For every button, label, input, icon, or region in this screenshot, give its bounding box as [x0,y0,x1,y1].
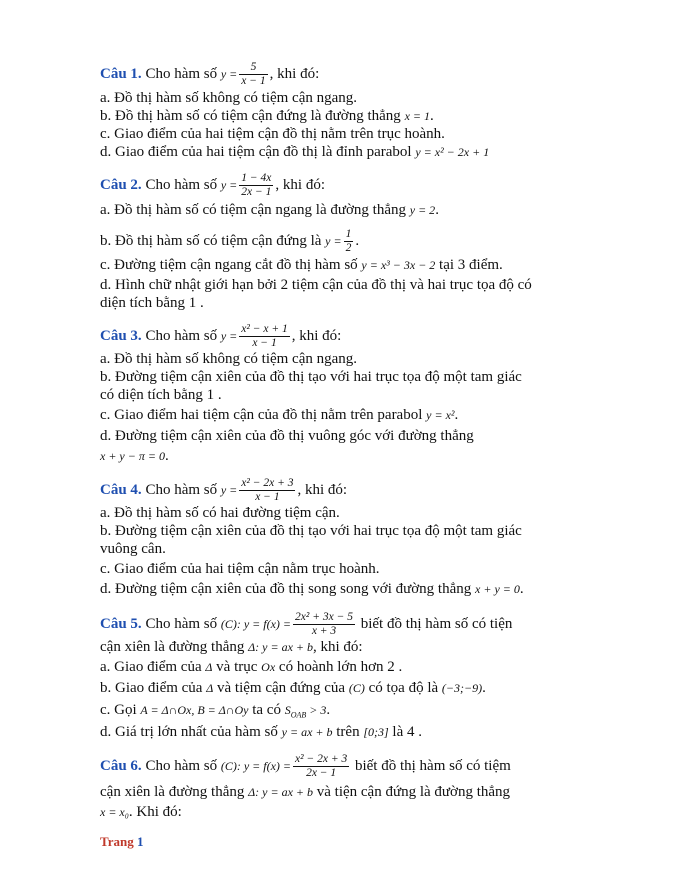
option-math: x + y = 0 [475,582,520,596]
stem-text: cận xiên là đường thẳng [100,784,245,800]
question-4-option-c: c. Giao điểm của hai tiệm cận nằm trục hoành. [100,561,380,577]
question-6-label: Câu 6. [100,757,142,774]
question-4-option-b-line-2: vuông cân. [100,541,166,557]
question-5-function-lhs: (C): y = f(x) = [220,616,292,631]
fraction-numerator: 2x² + 3x − 5 [295,611,353,623]
question-4-function-fraction [239,477,295,504]
option-math: y = 2 [409,203,436,217]
question-1-function-fraction [239,61,267,88]
question-1-option-d [100,143,489,161]
question-3-option-c: c. Giao điểm hai tiệm cận của đồ thị nằm trên parabol y = x². [100,407,459,423]
fraction-numerator: 1 [345,228,352,240]
question-2-option-a: a. Đồ thị hàm số có tiệm cận ngang là đường thẳng y = 2. [100,202,439,218]
question-5-tail: biết đồ thị hàm số có tiện [360,615,513,632]
question-5-line-2 [100,638,363,656]
fraction-denominator: 2x − 1 [241,186,272,198]
option-text: d. Đường tiệm cận xiên của đồ thị song song với đường thẳng [100,581,472,597]
option-math: y = ax + b [281,725,333,739]
page-footer [100,834,143,850]
question-2-intro: Cho hàm số [145,176,218,193]
question-6-function-lhs: (C): y = f(x) = [220,758,292,773]
question-6-stem [100,753,511,780]
question-4-function-lhs: y = [220,482,238,497]
question-2-function-lhs: y = [220,177,238,192]
stem-math: x = x₀ [100,805,129,819]
stem-math: Δ: y = ax + b [248,785,313,799]
question-4-tail: , khi đó: [297,481,348,498]
option-math: Ox [261,660,276,674]
fraction-numerator: x² − x + 1 [241,323,288,335]
question-3-option-d-line-2: x + y − π = 0. [100,448,169,464]
option-text: b. Đồ thị hàm số có tiệm cận đứng là đường thẳng [100,108,401,124]
question-5-option-a [100,658,402,676]
question-4-option-a: a. Đồ thị hàm số có hai đường tiệm cận. [100,505,340,521]
question-6-tail: biết đồ thị hàm số có tiệm [354,757,511,774]
question-3-stem [100,323,341,350]
question-6-line-3 [100,803,182,821]
stem-text: và tiện cận đứng là đường thẳng [316,784,511,800]
footer-label: Trang [100,834,134,849]
question-3-tail: , khi đó: [291,327,342,344]
option-math-fraction [344,228,354,255]
fraction-numerator: 5 [239,61,267,75]
question-3-option-a: a. Đồ thị hàm số không có tiệm cận ngang. [100,351,358,367]
fraction-denominator: x − 1 [241,75,266,87]
question-1-label: Câu 1. [100,65,142,82]
option-text: b. Đồ thị hàm số có tiệm cận đứng là [100,232,322,249]
option-text: và trục [216,659,258,675]
question-4-option-d: d. Đường tiệm cận xiên của đồ thị song song với đường thẳng x + y = 0. [100,581,524,597]
option-text: a. Giao điểm của [100,659,202,675]
option-text: c. Giao điểm hai tiệm cận của đồ thị nằm trên parabol [100,407,423,423]
question-1-intro: Cho hàm số [145,65,218,82]
question-6-intro: Cho hàm số [145,757,218,774]
option-text: a. Đồ thị hàm số có tiệm cận ngang là đường thẳng [100,202,406,218]
stem-text-tail: . Khi đó: [128,804,182,820]
option-text: có tọa độ là [368,680,439,696]
fraction-denominator: 2x − 1 [306,767,337,779]
question-6-line-2 [100,783,510,801]
footer-page-number: 1 [136,834,144,849]
option-math: y = x³ − 3x − 2 [361,258,436,272]
fraction-denominator: x − 1 [252,337,277,349]
question-5-function-fraction [293,611,355,638]
option-text: c. Gọi [100,702,137,718]
question-3-intro: Cho hàm số [145,327,218,344]
option-math: [0;3] [363,725,389,739]
question-3-option-b-line-2: có diện tích bằng 1 . [100,387,222,403]
question-3-function-fraction [239,323,289,350]
option-math: y = x² − 2x + 1 [415,145,490,159]
question-2-label: Câu 2. [100,176,142,193]
question-2-option-d-line-2: diện tích bằng 1 . [100,295,204,311]
option-math-lhs: y = [325,233,342,248]
option-text: và tiệm cận đứng của [217,680,346,696]
question-2-option-b: b. Đồ thị hàm số có tiệm cận đứng là y = $\frac{1}{2}$ . [100,228,360,254]
question-6-function-fraction [293,753,349,780]
fraction-numerator: x² − 2x + 3 [241,477,294,489]
option-math: A = Δ∩Ox, B = Δ∩Oy [140,703,249,717]
question-1-stem [100,61,319,88]
option-text-tail: tại 3 điểm. [439,257,503,273]
fraction-denominator: 2 [345,242,352,254]
question-4-option-b-line-1: b. Đường tiệm cận xiên của đồ thị tạo với hai trục tọa độ một tam giác [100,523,522,539]
area-subscript: OAB [290,710,307,720]
area-expression [284,703,327,720]
question-2-option-d-line-1: d. Hình chữ nhật giới hạn bởi 2 tiệm cận của đồ thị và hai trục tọa độ có [100,277,532,293]
option-math: (−3;−9) [441,681,483,695]
question-1-option-c: c. Giao điểm của hai tiệm cận đồ thị nằm trên trục hoành. [100,126,445,142]
question-5-intro: Cho hàm số [145,615,218,632]
question-5-option-d [100,723,422,741]
fraction-denominator: x − 1 [255,491,280,503]
question-2-function-fraction [239,172,273,199]
fraction-numerator: x² − 2x + 3 [295,753,348,765]
fraction-denominator: x + 3 [311,625,337,637]
question-1-option-b: b. Đồ thị hàm số có tiệm cận đứng là đường thẳng x = 1. [100,108,434,124]
question-2-option-c [100,256,503,274]
delta-symbol: Δ [206,681,214,695]
question-5-label: Câu 5. [100,615,142,632]
question-5-option-b: b. Giao điểm của Δ và tiệm cận đứng của (C) có tọa độ là (−3;−9). [100,680,486,696]
delta-symbol: Δ [205,660,213,674]
stem-text-tail: , khi đó: [313,639,363,655]
question-5-stem [100,611,512,638]
question-3-label: Câu 3. [100,327,142,344]
option-text: là 4 . [392,724,422,740]
question-5-option-c: c. Gọi A = Δ∩Ox, B = Δ∩Oy ta có $S_{OAB} > 3$. [100,702,331,720]
question-3-option-d-line-1: d. Đường tiệm cận xiên của đồ thị vuông góc với đường thẳng [100,428,474,444]
option-math: x = 1 [404,109,430,123]
area-symbol: S [284,703,291,717]
question-4-intro: Cho hàm số [145,481,218,498]
option-text: c. Đường tiệm cận ngang cắt đồ thị hàm số [100,257,358,273]
area-rhs: > 3 [309,703,327,717]
question-2-tail: , khi đó: [275,176,326,193]
question-3-option-b-line-1: b. Đường tiệm cận xiên của đồ thị tạo với hai trục tọa độ một tam giác [100,369,522,385]
fraction-numerator: 1 − 4x [241,172,272,184]
question-4-label: Câu 4. [100,481,142,498]
option-math: y = x² [426,408,455,422]
question-1-tail: , khi đó: [269,65,320,82]
question-2-stem [100,172,325,199]
option-math: (C) [348,681,365,695]
question-1-function-lhs: y = [220,66,238,81]
question-1-option-a: a. Đồ thị hàm số không có tiệm cận ngang. [100,90,358,106]
question-4-stem [100,477,347,504]
stem-math: Δ: y = ax + b [248,640,313,654]
option-text: d. Giá trị lớn nhất của hàm số [100,724,278,740]
question-3-function-lhs: y = [220,328,238,343]
option-text: d. Giao điểm của hai tiệm cận đồ thị là đỉnh parabol [100,144,412,160]
option-math: x + y − π = 0 [100,449,165,463]
option-text: trên [336,724,360,740]
option-text: ta có [252,702,281,718]
stem-text: cận xiên là đường thẳng [100,639,245,655]
option-text: có hoành lớn hơn 2 . [278,659,403,675]
option-text: b. Giao điểm của [100,680,203,696]
